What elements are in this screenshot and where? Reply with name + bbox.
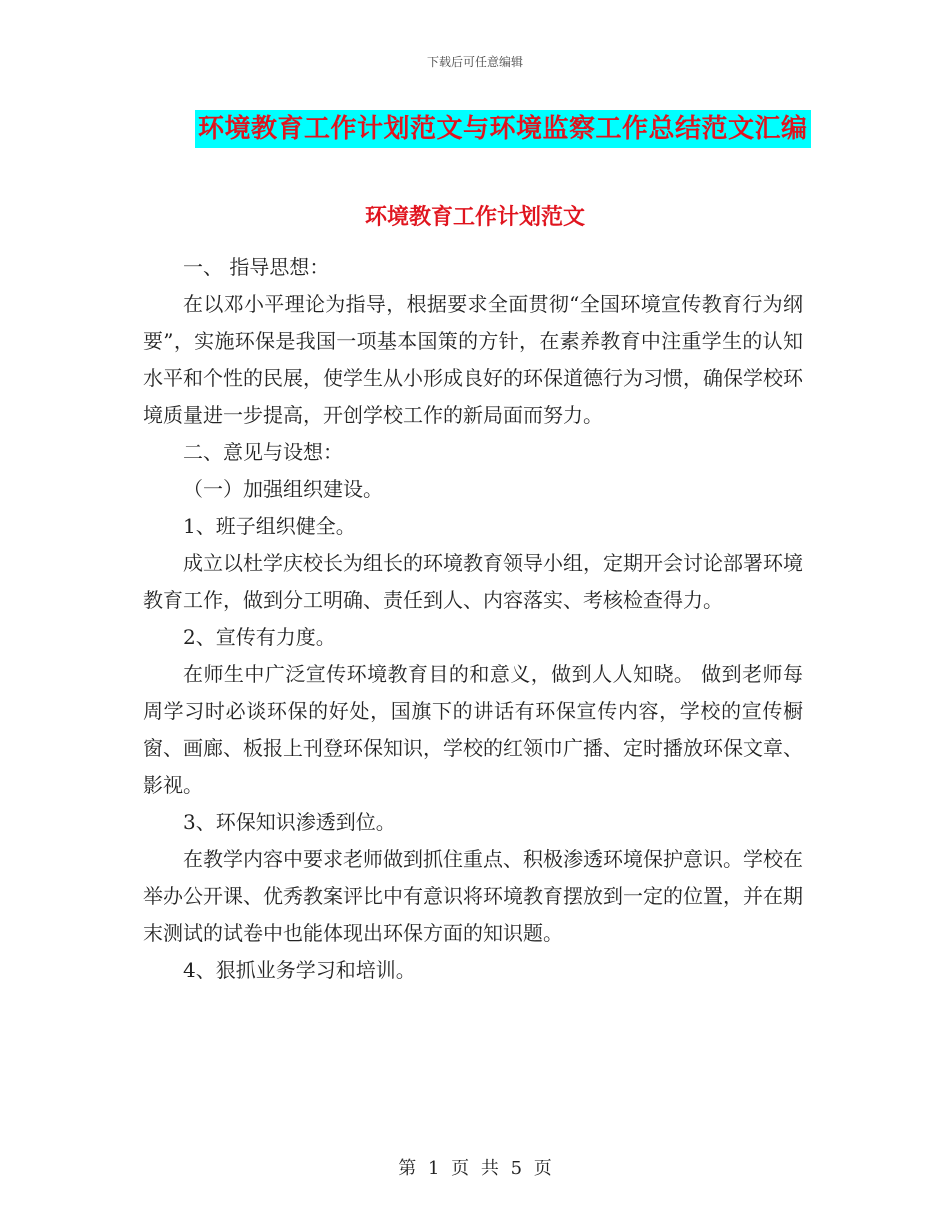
paragraph-item: 3、环保知识渗透到位。 <box>183 810 396 834</box>
paragraph-item: 4、狠抓业务学习和培训。 <box>183 958 416 982</box>
page-footer: 第 1 页 共 5 页 <box>398 1158 552 1179</box>
paragraph: 在以邓小平理论为指导，根据要求全面贯彻“全国环境宣传教育行为纲要”，实施环保是我国一项基本国策的方针，在素养教育中注重学生的认知水平和个性的民展，使学生从小形成良好的环保道德行为习惯，确保学校环境质量进一步提高，开创学校工作的新局面而努力。 <box>143 292 803 427</box>
paragraph-subheading: （一）加强组织建设。 <box>183 477 383 501</box>
section-title: 环境教育工作计划范文 <box>364 205 585 230</box>
paragraph-item: 1、班子组织健全。 <box>183 514 356 538</box>
header-note: 下载后可任意编辑 <box>426 55 523 69</box>
paragraph-item: 2、宣传有力度。 <box>183 625 336 649</box>
document-title-wrap <box>195 110 811 148</box>
document-body <box>143 249 803 989</box>
paragraph-heading-guiding-ideology: 一、 指导思想： <box>183 255 330 279</box>
paragraph-heading-opinions: 二、意见与设想： <box>183 440 343 464</box>
paragraph: 在教学内容中要求老师做到抓住重点、积极渗透环境保护意识。学校在举办公开课、优秀教案评比中有意识将环境教育摆放到一定的位置，并在期末测试的试卷中也能体现出环保方面的知识题。 <box>143 847 803 945</box>
document-title: 环境教育工作计划范文与环境监察工作总结范文汇编 <box>195 110 811 148</box>
paragraph: 成立以杜学庆校长为组长的环境教育领导小组，定期开会讨论部署环境教育工作，做到分工明确、责任到人、内容落实、考核检查得力。 <box>143 551 803 612</box>
paragraph: 在师生中广泛宣传环境教育目的和意义，做到人人知晓。 做到老师每周学习时必谈环保的好处，国旗下的讲话有环保宣传内容，学校的宣传橱窗、画廊、板报上刊登环保知识，学校的红领巾广播、定时播放环保文章、影视。 <box>143 662 803 797</box>
